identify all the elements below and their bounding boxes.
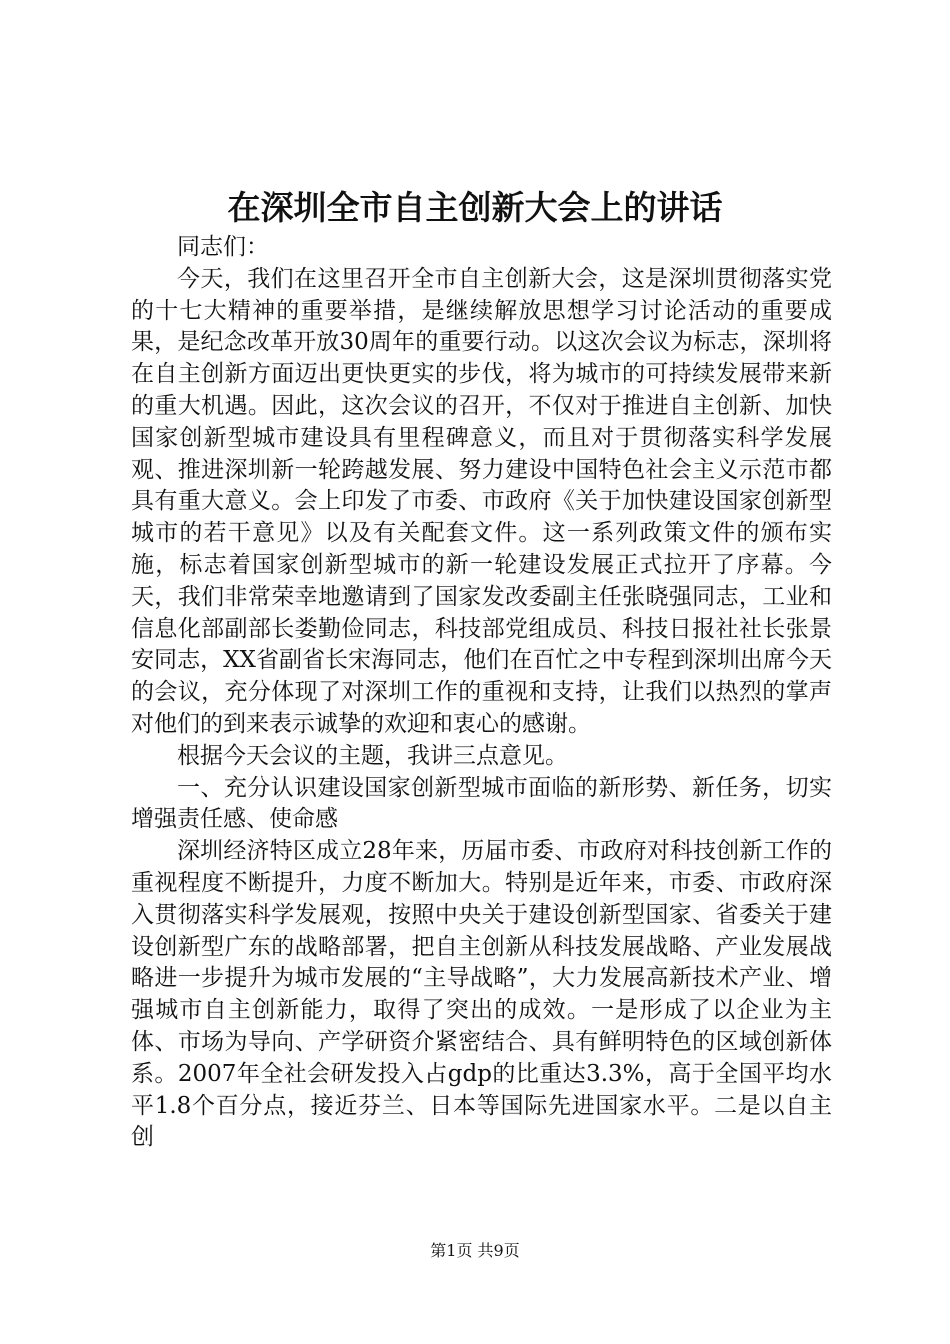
body-paragraph: 深圳经济特区成立28年来，历届市委、市政府对科技创新工作的重视程度不断提升，力度不断加大。特别是近年来，市委、市政府深入贯彻落实科学发展观，按照中央关于建设创新型国家、省委关于建设创新型广东的战略部署，把自主创新从科技发展战略、产业发展战略进一步提升为城市发展的“主导战略”，大力发展高新技术产业、增强城市自主创新能力，取得了突出的成效。一是形成了以企业为主体、市场为导向、产学研资介紧密结合、具有鲜明特色的区域创新体系。2007年全社会研发投入占gdp的比重达3.3%，高于全国平均水平1.8个百分点，接近芬兰、日本等国际先进国家水平。二是以自主创 xyxy=(131,838,832,1151)
page-footer: 第1页 共9页 xyxy=(430,1241,520,1260)
document-title: 在深圳全市自主创新大会上的讲话 xyxy=(227,188,723,227)
document-body xyxy=(131,232,832,1154)
body-paragraph: 今天，我们在这里召开全市自主创新大会，这是深圳贯彻落实党的十七大精神的重要举措，是继续解放思想学习讨论活动的重要成果，是纪念改革开放30周年的重要行动。以这次会议为标志，深圳将在自主创新方面迈出更快更实的步伐，将为城市的可持续发展带来新的重大机遇。因此，这次会议的召开，不仅对于推进自主创新、加快国家创新型城市建设具有里程碑意义，而且对于贯彻落实科学发展观、推进深圳新一轮跨越发展、努力建设中国特色社会主义示范市都具有重大意义。会上印发了市委、市政府《关于加快建设国家创新型城市的若干意见》以及有关配套文件。这一系列政策文件的颁布实施，标志着国家创新型城市的新一轮建设发展正式拉开了序幕。今天，我们非常荣幸地邀请到了国家发改委副主任张晓强同志，工业和信息化部副部长娄勤俭同志，科技部党组成员、科技日报社社长张景安同志，XX省副省长宋海同志，他们在百忙之中专程到深圳出席今天的会议，充分体现了对深圳工作的重视和支持，让我们以热烈的掌声对他们的到来表示诚挚的欢迎和衷心的感谢。 xyxy=(131,265,832,737)
salutation-paragraph: 同志们： xyxy=(177,234,269,260)
body-paragraph: 根据今天会议的主题，我讲三点意见。 xyxy=(177,742,568,769)
section-heading: 一、充分认识建设国家创新型城市面临的新形势、新任务，切实增强责任感、使命感 xyxy=(131,774,832,833)
